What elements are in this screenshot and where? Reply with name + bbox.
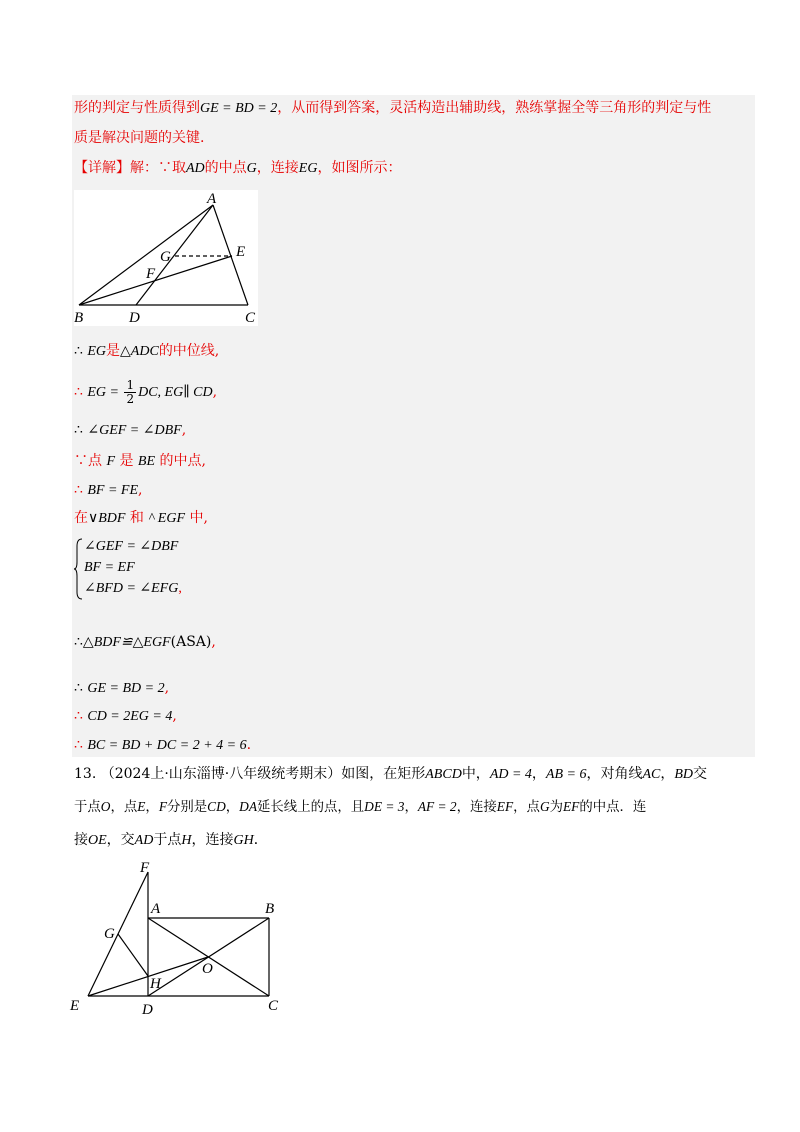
step-6: 在∨BDF 和 ^ EGF 中, [74,510,208,526]
question-13-line-2: 于点O，点E，F分别是CD，DA延长线上的点，且DE = 3，AF = 2，连接EF，点G为EF的中点．连 [74,799,647,815]
label-g: G [160,249,171,265]
intro-line-2: 质是解决问题的关键. [74,130,205,146]
segment-gh [118,934,148,976]
label-f-2: F [140,860,150,876]
step-3: ∴ ∠GEF = ∠DBF, [74,422,187,438]
label-d: D [129,310,140,326]
label-f: F [146,266,156,282]
triangle-figure [74,190,258,326]
final-step-2: ∴ CD = 2EG = 4, [74,708,177,724]
final-step-3: ∴ BC = BD + DC = 2 + 4 = 6. [74,737,252,753]
question-13-line-3: 接OE，交AD于点H，连接GH． [74,832,268,848]
label-d-2: D [142,1002,153,1018]
congruence-line: ∴△BDF≌△EGF(ASA), [74,634,216,650]
label-a-2: A [151,901,161,917]
system-row-3: ∠BFD = ∠EFG, [84,581,182,596]
fraction-half: $\frac{1}{2}$ [126,377,135,406]
step-4: ∵点 F 是 BE 的中点, [74,453,206,469]
system-row-2: BF = EF [84,560,135,575]
step-2: ∴ EG = $\frac{1}{2}$ DC, EG∥ CD, [74,377,218,406]
label-c: C [245,310,256,326]
step-5: ∴ BF = FE, [74,482,143,498]
step-1: ∴ EG是△ADC的中位线, [74,343,220,359]
label-a: A [207,191,217,207]
label-b: B [74,310,84,326]
system-row-1: ∠GEF = ∠DBF [84,539,179,554]
label-e-2: E [70,998,80,1014]
label-b-2: B [265,901,275,917]
intro-line-1: 形的判定与性质得到GE = BD = 2，从而得到答案，灵活构造出辅助线，熟练掌握全等三角形的判定与性 [74,100,712,116]
rectangle-figure [68,858,298,1018]
label-g-2: G [104,926,115,942]
question-13-line-1: 13. （2024上·山东淄博·八年级统考期末）如图，在矩形ABCD中，AD = 4，AB = 6，对角线AC，BD交 [74,766,708,782]
left-brace-icon [74,538,84,600]
detail-line: 【详解】解：∵取AD的中点G，连接EG，如图所示： [74,160,402,176]
label-o-2: O [202,961,213,977]
label-e: E [236,244,246,260]
final-step-1: ∴ GE = BD = 2, [74,680,170,696]
label-h-2: H [150,976,161,992]
label-c-2: C [268,998,279,1014]
